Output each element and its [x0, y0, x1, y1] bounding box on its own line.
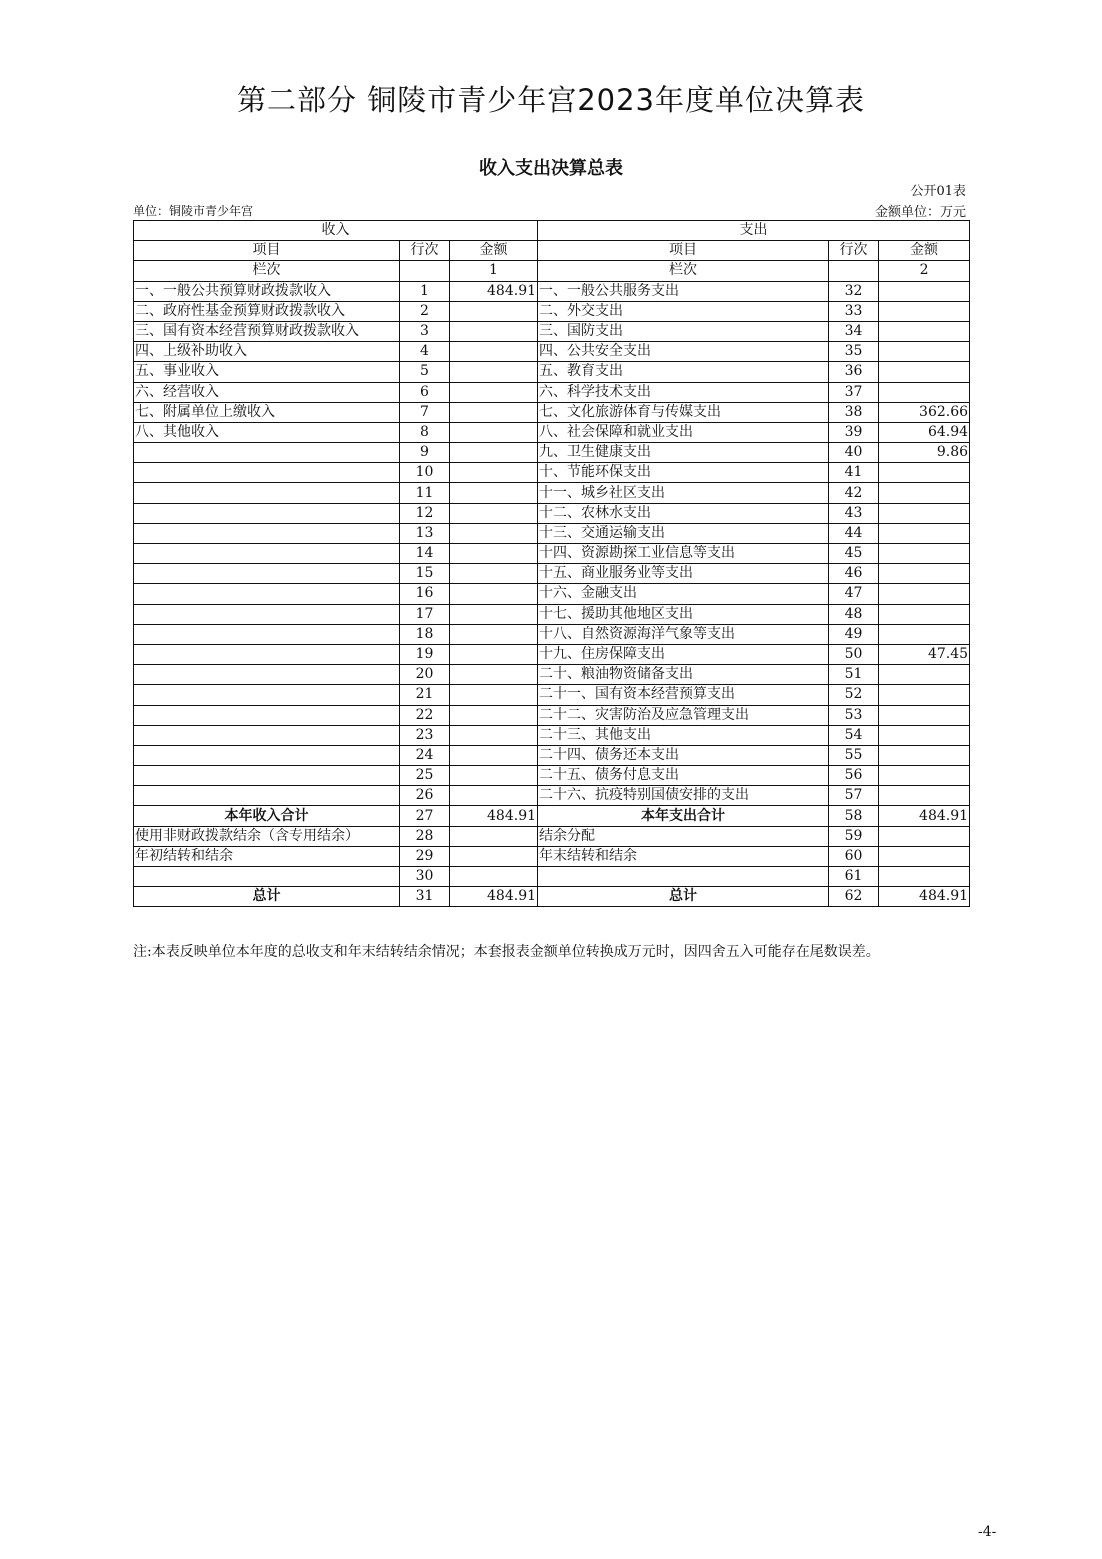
expense-item-cell: 八、社会保障和就业支出 — [538, 422, 829, 442]
table-row — [134, 342, 970, 362]
expense-item-cell: 年末结转和结余 — [538, 846, 829, 866]
income-amount-header: 金额 — [450, 241, 538, 261]
expense-header: 支出 — [538, 221, 970, 241]
income-item-cell — [134, 624, 400, 644]
table-row — [134, 523, 970, 543]
expense-item-cell: 二十六、抗疫特别国债安排的支出 — [538, 786, 829, 806]
expense-amount-cell — [879, 725, 970, 745]
page-title: 第二部分 铜陵市青少年宫2023年度单位决算表 — [236, 83, 866, 117]
income-item-cell: 年初结转和结余 — [134, 846, 400, 866]
income-amount-cell — [450, 321, 538, 341]
form-number: 公开01表 — [910, 184, 966, 199]
income-line-cell: 10 — [400, 463, 450, 483]
expense-item-cell: 九、卫生健康支出 — [538, 443, 829, 463]
income-item-cell — [134, 584, 400, 604]
expense-amount-cell — [879, 846, 970, 866]
income-amount-cell — [450, 402, 538, 422]
expense-amount-cell — [879, 705, 970, 725]
income-amount-cell — [450, 604, 538, 624]
income-item-cell: 六、经营收入 — [134, 382, 400, 402]
expense-line-cell: 33 — [829, 301, 879, 321]
expense-amount-cell — [879, 382, 970, 402]
income-line-cell: 22 — [400, 705, 450, 725]
expense-item-cell: 本年支出合计 — [538, 806, 829, 826]
income-line-cell: 27 — [400, 806, 450, 826]
expense-item-cell: 十五、商业服务业等支出 — [538, 564, 829, 584]
income-amount-cell — [450, 826, 538, 846]
expense-amount-cell — [879, 745, 970, 765]
expense-item-cell: 二十、粮油物资储备支出 — [538, 665, 829, 685]
empty-cell — [829, 261, 879, 281]
income-item-cell — [134, 745, 400, 765]
table-row — [134, 301, 970, 321]
income-item-cell — [134, 443, 400, 463]
income-amount-cell: 484.91 — [450, 887, 538, 907]
income-item-cell — [134, 503, 400, 523]
expense-amount-cell — [879, 685, 970, 705]
income-line-cell: 20 — [400, 665, 450, 685]
income-item-cell: 三、国有资本经营预算财政拨款收入 — [134, 321, 400, 341]
expense-amount-cell — [879, 463, 970, 483]
income-column-number: 1 — [450, 261, 538, 281]
income-amount-cell — [450, 443, 538, 463]
expense-item-cell: 十、节能环保支出 — [538, 463, 829, 483]
income-amount-cell: 484.91 — [450, 806, 538, 826]
table-row — [134, 382, 970, 402]
income-line-cell: 8 — [400, 422, 450, 442]
expense-amount-cell — [879, 523, 970, 543]
expense-line-cell: 44 — [829, 523, 879, 543]
table-row — [134, 644, 970, 664]
expense-amount-cell: 362.66 — [879, 402, 970, 422]
table-row — [134, 402, 970, 422]
table-row — [134, 584, 970, 604]
table-row — [134, 321, 970, 341]
expense-line-cell: 49 — [829, 624, 879, 644]
expense-item-cell: 一、一般公共服务支出 — [538, 281, 829, 301]
expense-item-cell: 十七、援助其他地区支出 — [538, 604, 829, 624]
expense-line-cell: 50 — [829, 644, 879, 664]
income-line-cell: 7 — [400, 402, 450, 422]
page-number: -4- — [978, 1524, 997, 1540]
expense-column-number: 2 — [879, 261, 970, 281]
expense-item-cell: 十三、交通运输支出 — [538, 523, 829, 543]
table-row — [134, 745, 970, 765]
income-line-cell: 2 — [400, 301, 450, 321]
income-item-cell: 本年收入合计 — [134, 806, 400, 826]
income-amount-cell — [450, 362, 538, 382]
table-row — [134, 463, 970, 483]
table-title: 收入支出决算总表 — [479, 158, 623, 179]
expense-item-cell: 十九、住房保障支出 — [538, 644, 829, 664]
income-item-cell — [134, 665, 400, 685]
expense-item-cell: 二十三、其他支出 — [538, 725, 829, 745]
income-item-cell — [134, 705, 400, 725]
table-row — [134, 887, 970, 907]
table-row — [134, 786, 970, 806]
expense-amount-cell — [879, 503, 970, 523]
expense-line-cell: 52 — [829, 685, 879, 705]
table-row — [134, 604, 970, 624]
income-item-cell: 四、上级补助收入 — [134, 342, 400, 362]
income-line-cell: 25 — [400, 766, 450, 786]
income-amount-cell: 484.91 — [450, 281, 538, 301]
table-row — [134, 564, 970, 584]
income-line-cell: 23 — [400, 725, 450, 745]
table-row — [134, 665, 970, 685]
expense-line-cell: 45 — [829, 544, 879, 564]
expense-item-cell: 三、国防支出 — [538, 321, 829, 341]
column-number-row — [134, 261, 970, 281]
income-amount-cell — [450, 624, 538, 644]
expense-item-cell: 二十五、债务付息支出 — [538, 766, 829, 786]
income-amount-cell — [450, 705, 538, 725]
expense-line-cell: 38 — [829, 402, 879, 422]
income-item-cell: 总计 — [134, 887, 400, 907]
expense-item-cell: 二、外交支出 — [538, 301, 829, 321]
expense-item-cell: 二十四、债务还本支出 — [538, 745, 829, 765]
expense-item-cell — [538, 867, 829, 887]
expense-line-cell: 36 — [829, 362, 879, 382]
income-item-header: 项目 — [134, 241, 400, 261]
table-row — [134, 725, 970, 745]
income-amount-cell — [450, 584, 538, 604]
income-amount-cell — [450, 523, 538, 543]
expense-amount-cell — [879, 665, 970, 685]
expense-line-cell: 48 — [829, 604, 879, 624]
expense-item-header: 项目 — [538, 241, 829, 261]
income-amount-cell — [450, 503, 538, 523]
expense-amount-cell — [879, 321, 970, 341]
expense-amount-cell — [879, 826, 970, 846]
expense-amount-cell — [879, 301, 970, 321]
income-line-cell: 26 — [400, 786, 450, 806]
income-item-cell: 二、政府性基金预算财政拨款收入 — [134, 301, 400, 321]
income-line-cell: 29 — [400, 846, 450, 866]
expense-line-cell: 46 — [829, 564, 879, 584]
income-line-cell: 12 — [400, 503, 450, 523]
income-line-cell: 9 — [400, 443, 450, 463]
expense-line-cell: 43 — [829, 503, 879, 523]
income-line-cell: 13 — [400, 523, 450, 543]
table-row — [134, 846, 970, 866]
expense-line-cell: 51 — [829, 665, 879, 685]
income-header: 收入 — [134, 221, 538, 241]
income-line-cell: 11 — [400, 483, 450, 503]
income-line-header: 行次 — [400, 241, 450, 261]
expense-item-cell: 十四、资源勘探工业信息等支出 — [538, 544, 829, 564]
income-amount-cell — [450, 382, 538, 402]
expense-line-cell: 61 — [829, 867, 879, 887]
expense-item-cell: 四、公共安全支出 — [538, 342, 829, 362]
footnote: 注:本表反映单位本年度的总收支和年末结转结余情况；本套报表金额单位转换成万元时，因四舍五入可能存在尾数误差。 — [133, 944, 880, 960]
expense-item-cell: 结余分配 — [538, 826, 829, 846]
reporting-unit: 单位：铜陵市青少年宫 — [133, 204, 254, 218]
income-amount-cell — [450, 483, 538, 503]
income-amount-cell — [450, 766, 538, 786]
expense-line-cell: 37 — [829, 382, 879, 402]
expense-line-cell: 53 — [829, 705, 879, 725]
expense-line-cell: 42 — [829, 483, 879, 503]
income-line-cell: 4 — [400, 342, 450, 362]
income-line-cell: 16 — [400, 584, 450, 604]
expense-amount-cell: 47.45 — [879, 644, 970, 664]
expense-amount-cell — [879, 564, 970, 584]
expense-amount-cell — [879, 604, 970, 624]
income-amount-cell — [450, 685, 538, 705]
table-row — [134, 483, 970, 503]
table-row — [134, 685, 970, 705]
expense-amount-cell: 484.91 — [879, 806, 970, 826]
income-line-cell: 14 — [400, 544, 450, 564]
income-item-cell — [134, 523, 400, 543]
expense-line-header: 行次 — [829, 241, 879, 261]
income-amount-cell — [450, 745, 538, 765]
table-row — [134, 705, 970, 725]
expense-line-cell: 57 — [829, 786, 879, 806]
expense-item-cell: 十二、农林水支出 — [538, 503, 829, 523]
expense-item-cell: 总计 — [538, 887, 829, 907]
table-row — [134, 806, 970, 826]
table-body — [134, 221, 970, 907]
expense-amount-cell — [879, 544, 970, 564]
income-item-cell — [134, 867, 400, 887]
income-item-cell: 使用非财政拨款结余（含专用结余） — [134, 826, 400, 846]
income-item-cell — [134, 644, 400, 664]
expense-item-cell: 十一、城乡社区支出 — [538, 483, 829, 503]
income-amount-cell — [450, 725, 538, 745]
income-line-cell: 1 — [400, 281, 450, 301]
empty-cell — [400, 261, 450, 281]
expense-item-cell: 十八、自然资源海洋气象等支出 — [538, 624, 829, 644]
income-amount-cell — [450, 342, 538, 362]
expense-line-cell: 39 — [829, 422, 879, 442]
expense-line-cell: 58 — [829, 806, 879, 826]
income-item-cell — [134, 564, 400, 584]
income-item-cell — [134, 786, 400, 806]
income-amount-cell — [450, 544, 538, 564]
table-row — [134, 443, 970, 463]
expense-amount-cell — [879, 624, 970, 644]
income-item-cell — [134, 604, 400, 624]
income-amount-cell — [450, 665, 538, 685]
expense-line-cell: 32 — [829, 281, 879, 301]
income-item-cell — [134, 483, 400, 503]
income-item-cell: 八、其他收入 — [134, 422, 400, 442]
expense-line-cell: 55 — [829, 745, 879, 765]
expense-item-cell: 七、文化旅游体育与传媒支出 — [538, 402, 829, 422]
income-item-cell — [134, 766, 400, 786]
income-line-cell: 21 — [400, 685, 450, 705]
income-line-cell: 15 — [400, 564, 450, 584]
expense-amount-cell — [879, 483, 970, 503]
expense-amount-cell: 484.91 — [879, 887, 970, 907]
income-line-cell: 3 — [400, 321, 450, 341]
table-row — [134, 867, 970, 887]
income-line-cell: 5 — [400, 362, 450, 382]
expense-amount-cell — [879, 786, 970, 806]
expense-line-cell: 54 — [829, 725, 879, 745]
expense-amount-cell: 9.86 — [879, 443, 970, 463]
expense-item-cell: 十六、金融支出 — [538, 584, 829, 604]
income-line-cell: 24 — [400, 745, 450, 765]
income-item-cell — [134, 725, 400, 745]
table-row — [134, 281, 970, 301]
table-row — [134, 826, 970, 846]
expense-line-cell: 34 — [829, 321, 879, 341]
income-line-cell: 19 — [400, 644, 450, 664]
income-line-cell: 6 — [400, 382, 450, 402]
expense-item-cell: 二十二、灾害防治及应急管理支出 — [538, 705, 829, 725]
expense-amount-cell — [879, 342, 970, 362]
expense-amount-cell — [879, 766, 970, 786]
expense-line-cell: 59 — [829, 826, 879, 846]
income-item-cell — [134, 544, 400, 564]
income-amount-cell — [450, 786, 538, 806]
expense-line-cell: 47 — [829, 584, 879, 604]
income-item-cell — [134, 685, 400, 705]
expense-row-label: 栏次 — [538, 261, 829, 281]
expense-line-cell: 62 — [829, 887, 879, 907]
table-row — [134, 422, 970, 442]
income-amount-cell — [450, 846, 538, 866]
expense-item-cell: 六、科学技术支出 — [538, 382, 829, 402]
income-amount-cell — [450, 644, 538, 664]
income-line-cell: 31 — [400, 887, 450, 907]
expense-amount-cell: 64.94 — [879, 422, 970, 442]
income-line-cell: 18 — [400, 624, 450, 644]
expense-line-cell: 56 — [829, 766, 879, 786]
section-header-row — [134, 221, 970, 241]
income-item-cell: 一、一般公共预算财政拨款收入 — [134, 281, 400, 301]
expense-amount-cell — [879, 362, 970, 382]
expense-line-cell: 41 — [829, 463, 879, 483]
table-row — [134, 362, 970, 382]
expense-line-cell: 60 — [829, 846, 879, 866]
table-row — [134, 544, 970, 564]
income-line-cell: 28 — [400, 826, 450, 846]
expense-item-cell: 五、教育支出 — [538, 362, 829, 382]
expense-amount-cell — [879, 867, 970, 887]
expense-amount-cell — [879, 281, 970, 301]
income-line-cell: 30 — [400, 867, 450, 887]
column-header-row — [134, 241, 970, 261]
expense-line-cell: 40 — [829, 443, 879, 463]
income-line-cell: 17 — [400, 604, 450, 624]
expense-amount-cell — [879, 584, 970, 604]
expense-item-cell: 二十一、国有资本经营预算支出 — [538, 685, 829, 705]
table-row — [134, 503, 970, 523]
expense-line-cell: 35 — [829, 342, 879, 362]
table-row — [134, 624, 970, 644]
income-item-cell: 七、附属单位上缴收入 — [134, 402, 400, 422]
income-amount-cell — [450, 422, 538, 442]
amount-unit: 金额单位：万元 — [874, 205, 966, 220]
income-row-label: 栏次 — [134, 261, 400, 281]
table-row — [134, 766, 970, 786]
income-amount-cell — [450, 301, 538, 321]
income-expense-table — [133, 220, 970, 907]
income-item-cell: 五、事业收入 — [134, 362, 400, 382]
expense-amount-header: 金额 — [879, 241, 970, 261]
income-amount-cell — [450, 564, 538, 584]
income-amount-cell — [450, 463, 538, 483]
income-amount-cell — [450, 867, 538, 887]
income-item-cell — [134, 463, 400, 483]
